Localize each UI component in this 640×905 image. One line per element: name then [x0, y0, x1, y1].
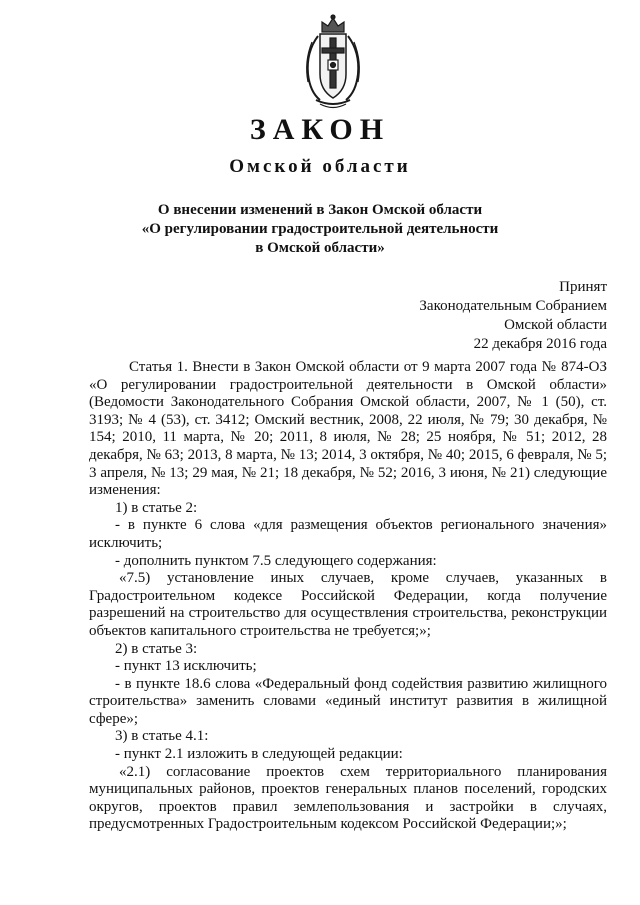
document-title: ЗАКОН: [249, 113, 391, 146]
adoption-line: Принят: [559, 279, 607, 295]
list-item: 3) в статье 4.1:: [115, 728, 209, 745]
law-heading: [90, 201, 550, 258]
law-body: [89, 359, 607, 834]
adoption-line: Законодательным Собранием: [419, 298, 607, 314]
article-1-text: Статья 1. Внести в Закон Омской области от 9 марта 2007 года № 874-ОЗ «О регулировании градостроительной деятельности в Омской области» (Ведомости Законодательного Собрания Омской области, 2007, № 1 (50), ст. 3193; № 4 (53), ст. 3412; Омский вестник, 2008, 22 июля, № 79; 30 декабря, № 154; 2010, 11 марта, № 20; 2011, 8 июля, № 28; 25 ноября, № 51; 2012, 28 декабря, № 63; 2013, 8 марта, № 13; 2014, 3 октября, № 40; 2015, 6 февраля, № 5; 3 апреля, № 13; 29 мая, № 21; 18 декабря, № 52; 2016, 3 июня, № 21) следующие изменения:: [89, 359, 607, 499]
list-item: 2) в статье 3:: [115, 640, 198, 657]
adoption-block: [419, 278, 607, 354]
quoted-clause: «2.1) согласование проектов схем территориального планирования муниципальных районов, проектов генеральных планов поселений, городских округов, проектов правил землепользования и застройки в случаях, предусмотренных Градостроительным кодексом Российской Федерации;»;: [89, 763, 607, 833]
list-item: - пункт 13 исключить;: [115, 658, 257, 675]
document-subtitle: Омской области: [229, 156, 411, 177]
coat-of-arms-icon: [298, 12, 368, 112]
list-item: - в пункте 6 слова «для размещения объектов регионального значения» исключить;: [89, 517, 607, 551]
list-item: - в пункте 18.6 слова «Федеральный фонд содействия развитию жилищного строительства» заменить словами «единый институт развития в жилищной сфере»;: [89, 675, 607, 727]
adoption-date: 22 декабря 2016 года: [473, 336, 607, 352]
heading-line: «О регулировании градостроительной деятельности: [141, 221, 499, 237]
adoption-line: Омской области: [504, 317, 607, 333]
quoted-clause: «7.5) установление иных случаев, кроме случаев, указанных в Градостроительном кодексе Российской Федерации, когда получение разрешений на строительство для осуществления строительства, реконструкции объектов капитального строительства не требуется;»;: [89, 570, 607, 639]
list-item: - пункт 2.1 изложить в следующей редакции:: [115, 746, 403, 763]
list-item: - дополнить пунктом 7.5 следующего содержания:: [115, 552, 437, 569]
list-item: 1) в статье 2:: [115, 499, 198, 516]
heading-line: О внесении изменений в Закон Омской области: [157, 202, 483, 218]
heading-line: в Омской области»: [255, 240, 385, 256]
